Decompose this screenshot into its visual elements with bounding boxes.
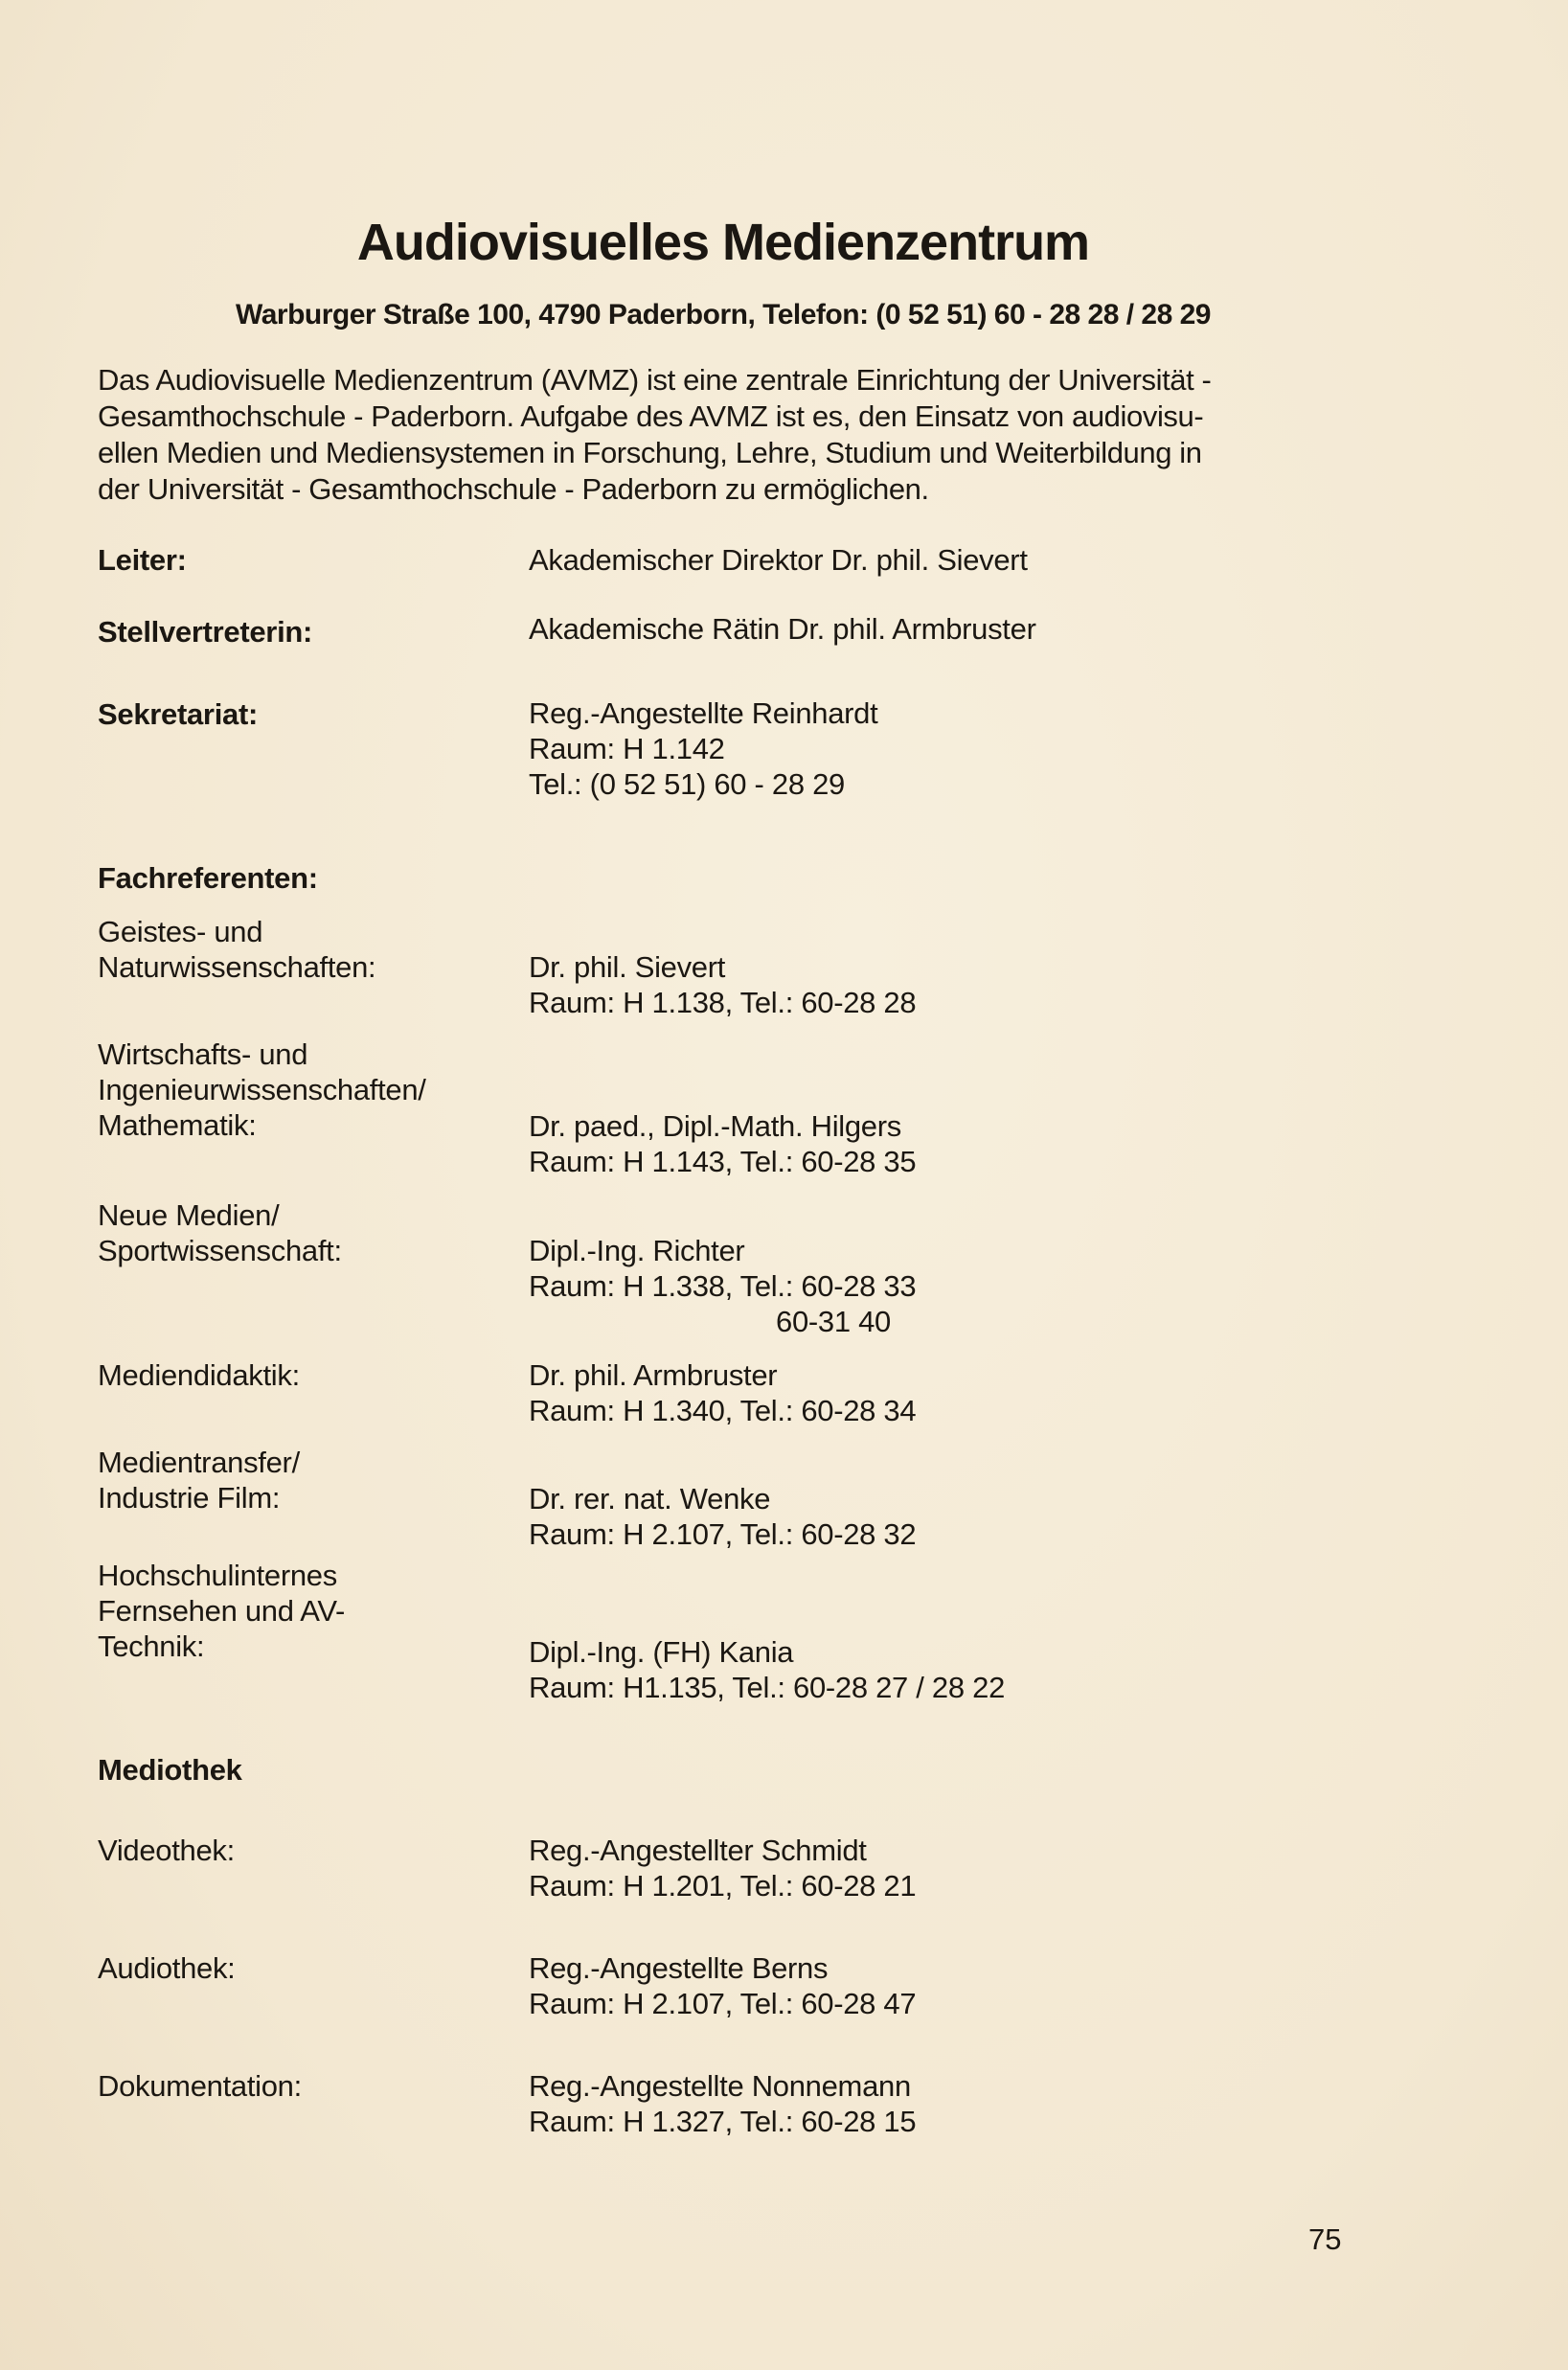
fachreferenten-heading: Fachreferenten: — [98, 861, 318, 895]
value-line: Reg.-Angestellter Schmidt — [529, 1834, 867, 1867]
dokumentation-label: Dokumentation: — [98, 2069, 302, 2103]
sekretariat-line: Raum: H 1.142 — [529, 732, 725, 765]
page-number: 75 — [1308, 2222, 1342, 2256]
value-line: 60-31 40 — [776, 1305, 891, 1338]
sekretariat-line: Tel.: (0 52 51) 60 - 28 29 — [529, 767, 845, 801]
fernsehen-value — [529, 1634, 1005, 1705]
value-line: Dr. paed., Dipl.-Math. Hilgers — [529, 1109, 901, 1143]
transfer-value — [529, 1481, 916, 1552]
intro-line: Gesamthochschule - Paderborn. Aufgabe des AVMZ ist es, den Einsatz von audiovisu- — [98, 399, 1204, 433]
value-line: Raum: H 2.107, Tel.: 60-28 47 — [529, 1987, 917, 2020]
value-line: Dipl.-Ing. (FH) Kania — [529, 1635, 794, 1669]
label-line: Hochschulinternes — [98, 1559, 337, 1592]
value-line: Raum: H 1.338, Tel.: 60-28 33 — [529, 1269, 917, 1303]
label-line: Technik: — [98, 1629, 205, 1663]
stellvertreterin-label: Stellvertreterin: — [98, 615, 313, 649]
fernsehen-label — [98, 1558, 345, 1664]
geistes-label — [98, 914, 375, 985]
value-line: Raum: H 1.327, Tel.: 60-28 15 — [529, 2105, 917, 2138]
value-line: Reg.-Angestellte Nonnemann — [529, 2069, 911, 2103]
value-line: Raum: H 1.138, Tel.: 60-28 28 — [529, 986, 917, 1019]
label-line: Ingenieurwissenschaften/ — [98, 1073, 426, 1106]
audiothek-value — [529, 1950, 916, 2021]
label-line: Naturwissenschaften: — [98, 950, 376, 984]
value-line: Dr. rer. nat. Wenke — [529, 1482, 771, 1515]
value-line: Raum: H 1.143, Tel.: 60-28 35 — [529, 1145, 917, 1178]
leiter-label: Leiter: — [98, 543, 187, 577]
leiter-value: Akademischer Direktor Dr. phil. Sievert — [529, 543, 1028, 577]
label-line: Geistes- und — [98, 915, 263, 948]
value-line: Dr. phil. Sievert — [529, 950, 726, 984]
intro-line: der Universität - Gesamthochschule - Paderborn zu ermöglichen. — [98, 472, 929, 506]
sekretariat-value — [529, 695, 877, 802]
value-line: Raum: H 1.340, Tel.: 60-28 34 — [529, 1394, 917, 1427]
address-line: Warburger Straße 100, 4790 Paderborn, Telefon: (0 52 51) 60 - 28 28 / 28 29 — [236, 299, 1211, 330]
value-line: Raum: H 2.107, Tel.: 60-28 32 — [529, 1517, 917, 1551]
page-title: Audiovisuelles Medienzentrum — [356, 214, 1090, 271]
videothek-value — [529, 1833, 916, 1903]
stellvertreterin-value: Akademische Rätin Dr. phil. Armbruster — [529, 612, 1036, 646]
geistes-value — [529, 949, 916, 1020]
didaktik-value — [529, 1357, 916, 1428]
label-line: Mathematik: — [98, 1108, 257, 1142]
medien-label — [98, 1197, 342, 1268]
value-line: Raum: H1.135, Tel.: 60-28 27 / 28 22 — [529, 1671, 1006, 1704]
intro-line: ellen Medien und Mediensystemen in Forschung, Lehre, Studium und Weiterbildung in — [98, 436, 1202, 469]
value-line: Reg.-Angestellte Berns — [529, 1951, 829, 1985]
sekretariat-label: Sekretariat: — [98, 697, 258, 731]
label-line: Medientransfer/ — [98, 1446, 300, 1479]
label-line: Mediendidaktik: — [98, 1358, 300, 1392]
value-line: Dr. phil. Armbruster — [529, 1358, 778, 1392]
dokumentation-value — [529, 2068, 916, 2139]
mediothek-heading: Mediothek — [98, 1753, 242, 1787]
transfer-label — [98, 1445, 300, 1515]
intro-paragraph — [98, 362, 1343, 508]
wirtschaft-value — [529, 1108, 916, 1179]
videothek-label: Videothek: — [98, 1834, 235, 1867]
wirtschaft-label — [98, 1037, 426, 1143]
sekretariat-line: Reg.-Angestellte Reinhardt — [529, 696, 878, 730]
value-line: Raum: H 1.201, Tel.: 60-28 21 — [529, 1869, 917, 1903]
intro-line: Das Audiovisuelle Medienzentrum (AVMZ) ist eine zentrale Einrichtung der Universität - — [98, 363, 1212, 397]
value-line: Dipl.-Ing. Richter — [529, 1234, 745, 1267]
label-line: Neue Medien/ — [98, 1198, 280, 1232]
label-line: Wirtschafts- und — [98, 1037, 308, 1071]
label-line: Sportwissenschaft: — [98, 1234, 342, 1267]
label-line: Fernsehen und AV- — [98, 1594, 346, 1628]
label-line: Industrie Film: — [98, 1481, 281, 1515]
audiothek-label: Audiothek: — [98, 1951, 236, 1985]
medien-value — [529, 1233, 916, 1339]
didaktik-label — [98, 1357, 300, 1393]
